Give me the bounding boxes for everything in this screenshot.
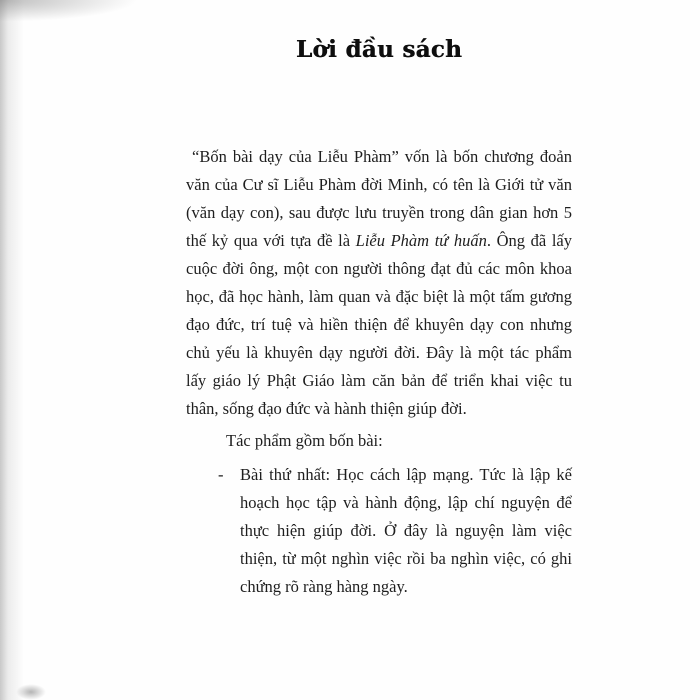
list-item <box>218 461 572 601</box>
page-left-edge-shadow <box>0 0 24 700</box>
text-run: Tác phẩm gồm bốn bài: <box>226 431 383 450</box>
paragraph <box>186 143 572 423</box>
text-run: “Bốn bài dạy của Liễu Phàm” vốn là bốn chương đoản văn của Cư sĩ Liễu Phàm đời Minh, có tên là Giới tử văn (văn dạy con), sau được lưu truyền trong dân gian hơn 5 thế kỷ qua với tựa đề là <box>186 147 572 250</box>
page-title: Lời đầu sách <box>295 36 463 63</box>
italic-text-run: Liễu Phàm tứ huấn <box>355 231 487 250</box>
paragraph <box>186 427 572 455</box>
text-run: . Ông đã lấy cuộc đời ông, một con người thông đạt đủ các môn khoa học, đã học hành, làm quan và đặc biệt là một tấm gương đạo đức, trí tuệ và hiền thiện để khuyên dạy con nhưng chủ yếu là khuyên dạy người đời. Đây là một tác phẩm lấy giáo lý Phật Giáo làm căn bản để triển khai việc tu thân, sống đạo đức và hành thiện giúp đời. <box>186 231 572 418</box>
body-text <box>186 143 572 601</box>
page-top-left-corner-shadow <box>0 0 190 30</box>
list-item-marker: - <box>218 465 224 484</box>
text-run: Bài thứ nhất: Học cách lập mạng. Tức là lập kế hoạch học tập và hành động, lập chí nguyện để thực hiện giúp đời. Ở đây là nguyện làm việc thiện, từ một nghìn việc rồi ba nghìn việc, có ghi chứng rõ ràng hàng ngày. <box>240 465 572 596</box>
page-bottom-left-smudge <box>16 684 46 700</box>
page-content <box>186 36 572 601</box>
